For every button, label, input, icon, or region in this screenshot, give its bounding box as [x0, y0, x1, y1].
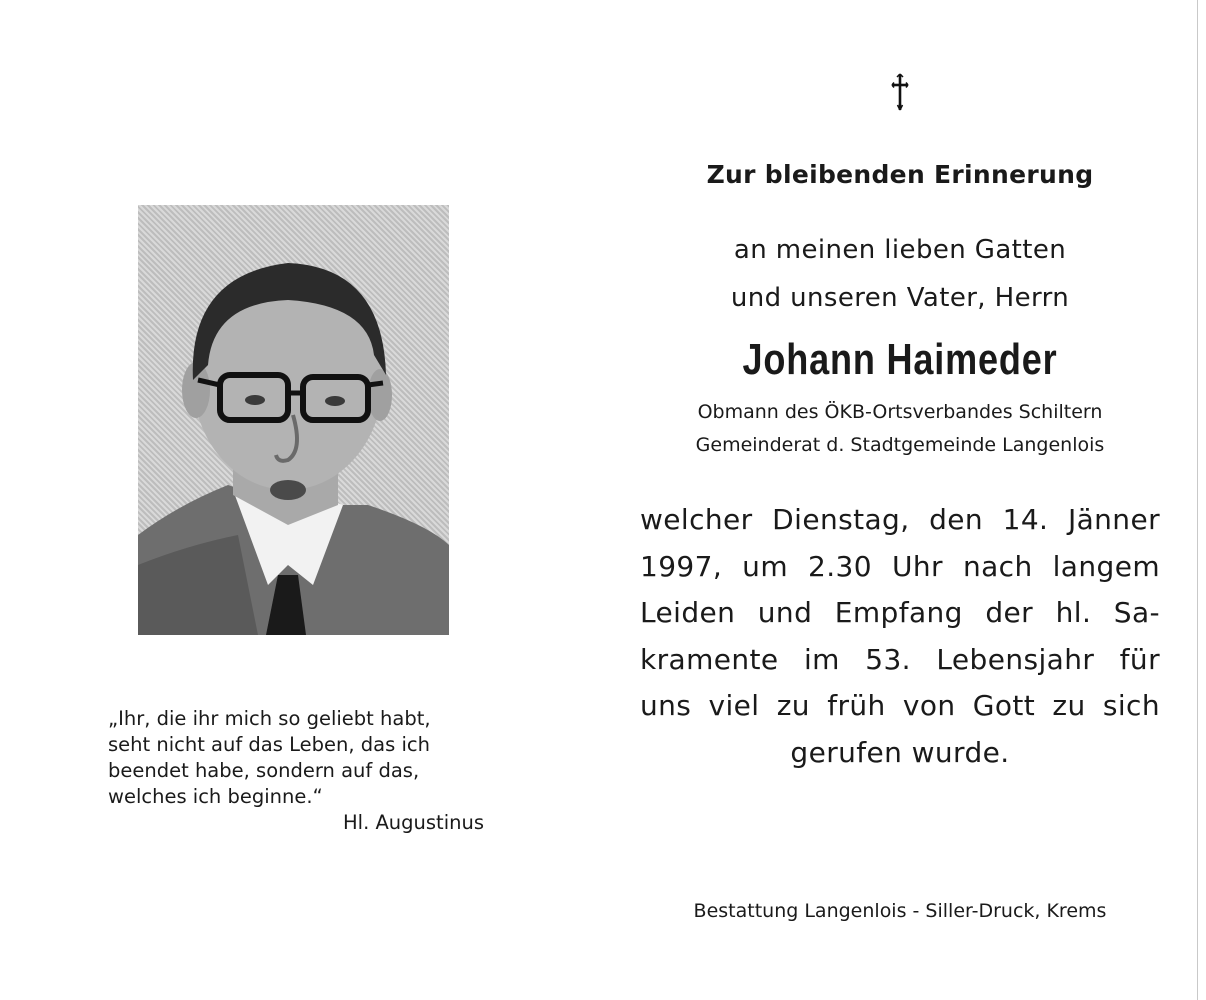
augustinus-quote — [108, 706, 488, 836]
notice-line: welcher Dienstag, den 14. Jänner — [640, 503, 1160, 536]
intro-line: an meinen lieben Gatten — [733, 235, 1067, 265]
notice-line: gerufen wurde. — [790, 735, 1010, 769]
intro-line: und unseren Vater, Herrn — [730, 283, 1070, 313]
funeral-home-footer: Bestattung Langenlois - Siller-Druck, Krems — [693, 900, 1107, 922]
title-line: Gemeinderat d. Stadtgemeinde Langenlois — [695, 434, 1105, 456]
card-edge-line — [1197, 0, 1198, 1000]
notice-line: kramente im 53. Lebensjahr für — [640, 642, 1160, 676]
notice-line: Leiden und Empfang der hl. Sa- — [640, 596, 1160, 629]
title-line: Obmann des ÖKB-Ortsverbandes Schiltern — [697, 401, 1103, 423]
notice-line: 1997, um 2.30 Uhr nach langem — [640, 549, 1160, 583]
quote-line: beendet habe, sondern auf das, — [108, 759, 420, 782]
quote-line: „Ihr, die ihr mich so geliebt habt, — [108, 707, 431, 730]
portrait-photo — [138, 205, 449, 635]
quote-line: welches ich beginne.“ — [108, 785, 323, 808]
notice-line: uns viel zu früh von Gott zu sich — [640, 689, 1160, 722]
death-notice-text — [640, 497, 1160, 776]
memorial-heading: Zur bleibenden Erinnerung — [706, 160, 1094, 189]
intro-text — [640, 226, 1160, 322]
latin-cross-icon — [888, 72, 912, 112]
quote-line: seht nicht auf das Leben, das ich — [108, 733, 430, 756]
quote-author: Hl. Augustinus — [342, 811, 484, 834]
deceased-name: Johann Haimeder — [742, 335, 1058, 384]
honorary-titles — [640, 396, 1160, 462]
